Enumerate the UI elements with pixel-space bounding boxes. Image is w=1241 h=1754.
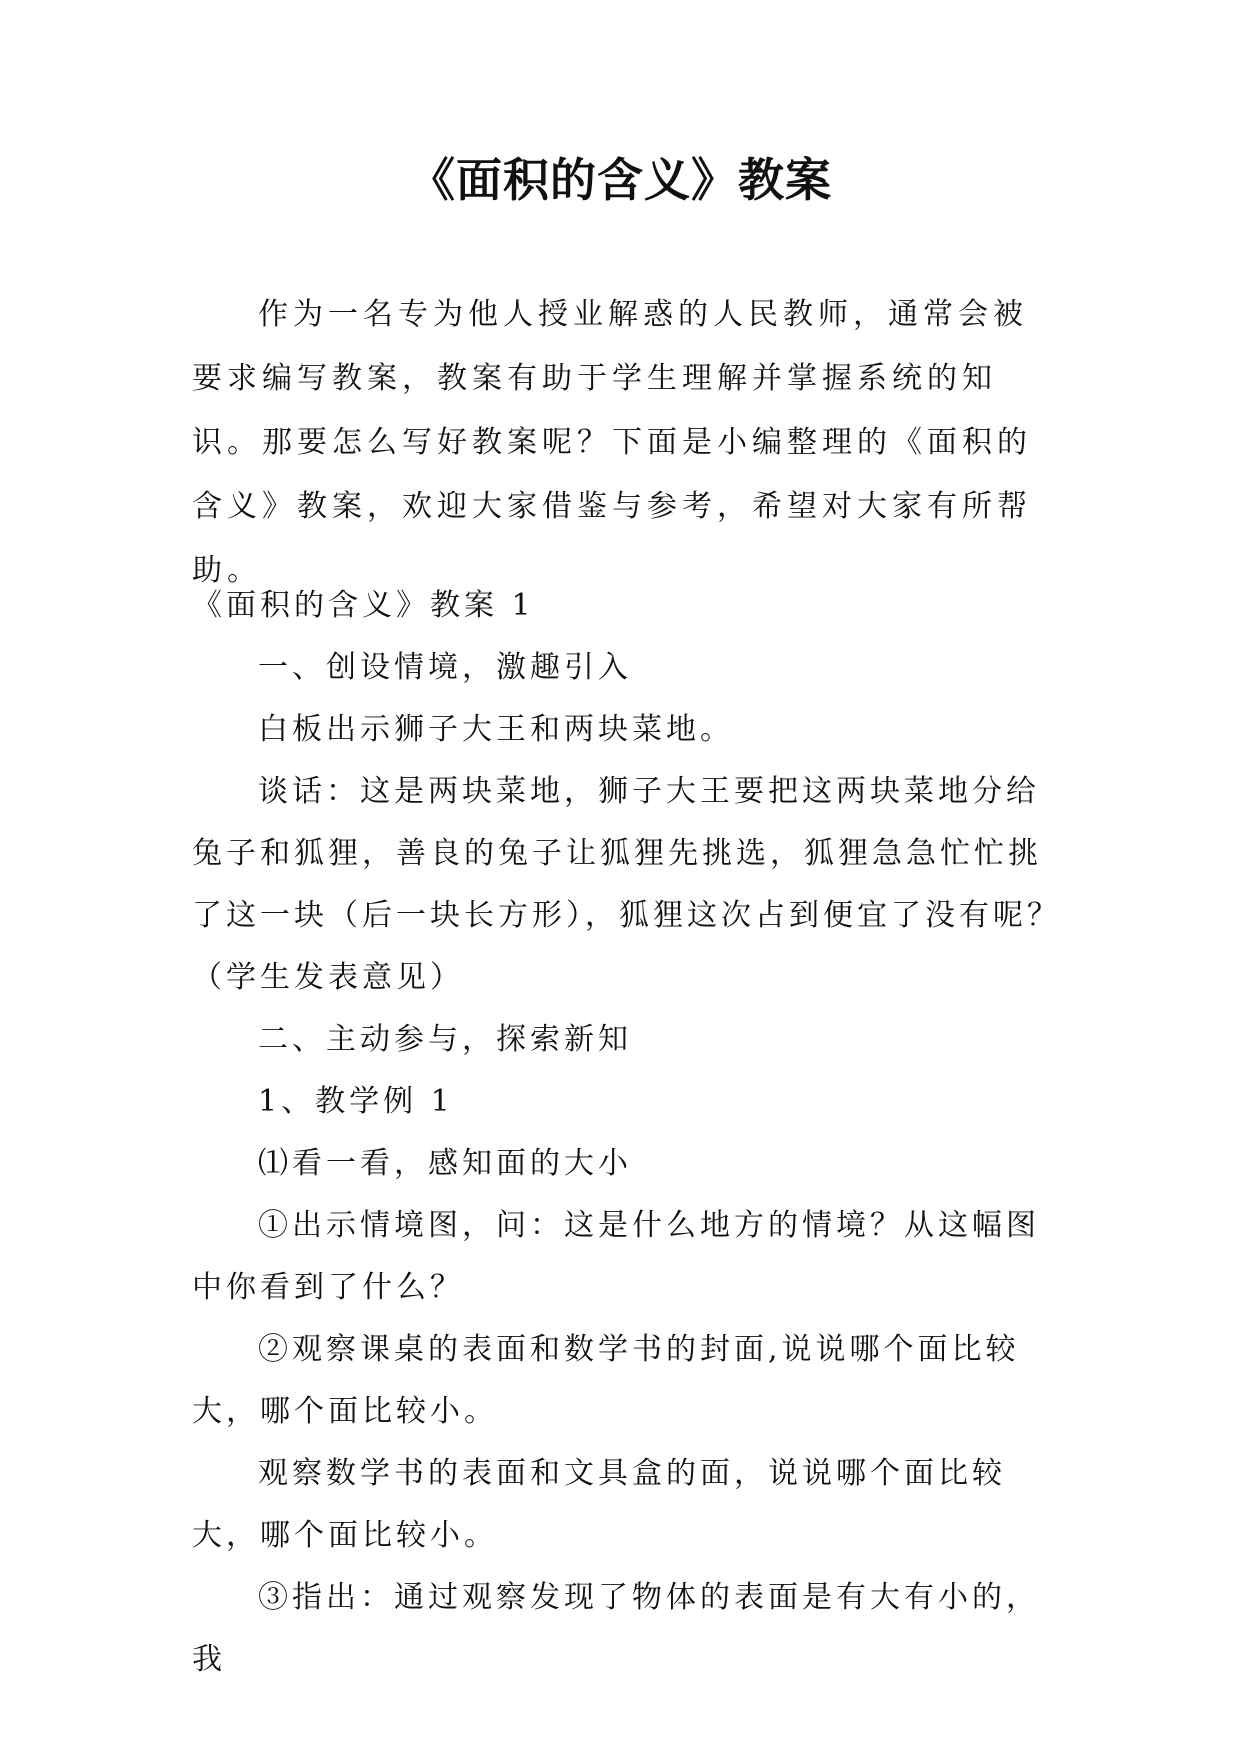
paragraph: 观察数学书的表面和文具盒的面，说说哪个面比较大，哪个面比较小。 bbox=[192, 1456, 1006, 1553]
paragraph: ①出示情境图，问：这是什么地方的情境？从这幅图中你看到了什么？ bbox=[192, 1208, 1040, 1305]
document-body bbox=[192, 575, 1062, 1691]
paragraph: ②观察课桌的表面和数学书的封面,说说哪个面比较大，哪个面比较小。 bbox=[192, 1332, 1020, 1429]
paragraph: 二、主动参与，探索新知 bbox=[258, 1022, 632, 1057]
section-heading: 《面积的含义》教案 1 bbox=[192, 588, 535, 623]
paragraph: 白板出示狮子大王和两块菜地。 bbox=[258, 712, 734, 747]
intro-paragraph: 作为一名专为他人授业解惑的人民教师，通常会被要求编写教案，教案有助于学生理解并掌握系统的知识。那要怎么写好教案呢？下面是小编整理的《面积的含义》教案，欢迎大家借鉴与参考，希望对大家有所帮助。 bbox=[192, 297, 1032, 588]
paragraph: 1、教学例 1 bbox=[258, 1084, 454, 1119]
document-title: 《面积的含义》教案 bbox=[409, 153, 832, 207]
paragraph: 一、创设情境，激趣引入 bbox=[258, 650, 632, 685]
paragraph: ③指出：通过观察发现了物体的表面是有大有小的，我 bbox=[192, 1580, 1040, 1677]
paragraph: ⑴看一看，感知面的大小 bbox=[258, 1146, 632, 1181]
paragraph: 谈话：这是两块菜地，狮子大王要把这两块菜地分给兔子和狐狸，善良的兔子让狐狸先挑选，狐狸急急忙忙挑了这一块（后一块长方形），狐狸这次占到便宜了没有呢？（学生发表意见） bbox=[192, 774, 1061, 995]
